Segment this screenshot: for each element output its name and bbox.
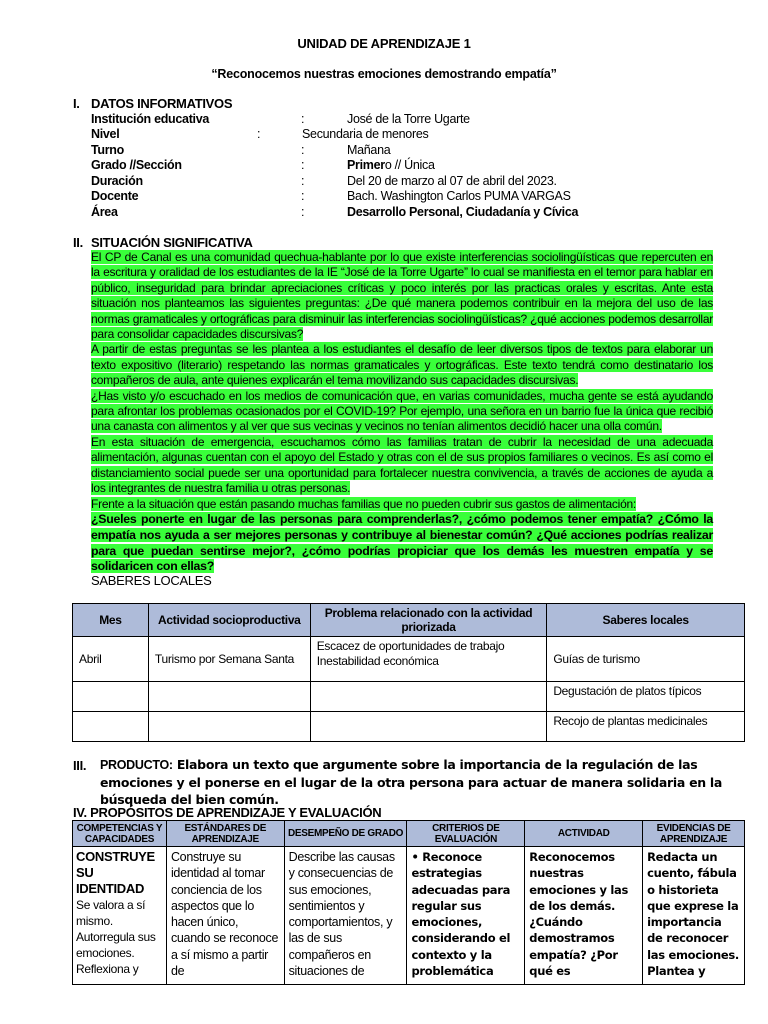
cell-problema <box>310 637 547 682</box>
table-row <box>73 847 745 985</box>
saberes-header-mes: Mes <box>73 604 149 637</box>
datos-colon: : <box>301 158 305 172</box>
situacion-paragraph-4: En esta situación de emergencia, escuchamos cómo las familias tratan de cubrir la necesidad de una adecuada alimentación, algunas cuentan con el apoyo del Estado y otras con el de sus propios familiares o vecinos. Es así como el distanciamiento social puede ser una oportunidad para fortalecer nuestra convivencia, a través de acciones de ayuda a los integrantes de nuestra familia u otras personas. <box>91 434 713 496</box>
competencia-title: CONSTRUYE SU IDENTIDAD <box>76 849 155 896</box>
propositos-table <box>72 820 745 985</box>
datos-colon: : <box>257 127 261 141</box>
cell-criterios: • Reconoce estrategias adecuadas para regular sus emociones, considerando el contexto y la problemática <box>407 847 525 985</box>
header-competencias: COMPETENCIAS Y CAPACIDADES <box>73 821 167 847</box>
datos-value: Secundaria de menores <box>302 127 429 141</box>
datos-colon: : <box>301 189 305 203</box>
section-1-heading: DATOS INFORMATIVOS <box>91 96 233 111</box>
cell-saber: Degustación de platos típicos <box>547 682 745 712</box>
cell-estandar: Construye su identidad al tomar conciencia de los aspectos que lo hacen único, cuando se reconoce a sí mismo a partir de <box>166 847 284 985</box>
cell-actividad <box>148 712 310 742</box>
datos-value: Desarrollo Personal, Ciudadanía y Cívica <box>347 205 579 219</box>
propositos-header-row <box>73 821 745 847</box>
cell-evidencias: Redacta un cuento, fábula o historieta que exprese la importancia de reconocer las emociones. Plantea y <box>643 847 745 985</box>
problema-line-2: Inestabilidad económica <box>316 654 439 668</box>
situacion-paragraph-5: Frente a la situación que están pasando muchas familias que no pueden cubrir sus gastos de alimentación: <box>91 496 637 511</box>
header-criterios: CRITERIOS DE EVALUACIÓN <box>407 821 525 847</box>
problema-line-1: Escacez de oportunidades de trabajo <box>316 639 505 653</box>
cell-problema <box>310 712 547 742</box>
datos-value: José de la Torre Ugarte <box>347 112 470 126</box>
header-desempeno: DESEMPEÑO DE GRADO <box>284 821 407 847</box>
producto-body: Elabora un texto que argumente sobre la importancia de la regulación de las emociones y el ponerse en el lugar de la otra persona para actuar de manera solidaria en la búsqueda del bien común. <box>100 757 723 807</box>
cell-mes: Abril <box>73 637 149 682</box>
datos-value-bold: Primer <box>347 158 385 172</box>
saberes-header-problema: Problema relacionado con la actividad priorizada <box>310 604 547 637</box>
cell-desempeno: Describe las causas y consecuencias de sus emociones, sentimientos y comportamientos, y las de sus compañeros en situaciones de <box>284 847 407 985</box>
header-evidencias: EVIDENCIAS DE APRENDIZAJE <box>643 821 745 847</box>
datos-label: Institución educativa <box>91 112 210 126</box>
datos-value <box>347 158 435 172</box>
table-row <box>73 682 745 712</box>
datos-label: Área <box>91 205 118 219</box>
header-actividad: ACTIVIDAD <box>525 821 643 847</box>
saberes-header-row <box>73 604 745 637</box>
cell-mes <box>73 682 149 712</box>
datos-colon: : <box>301 205 305 219</box>
section-4-heading: IV. PROPÓSITOS DE APRENDIZAJE Y EVALUACIÓN <box>73 805 382 820</box>
cell-actividad: Reconocemos nuestras emociones y las de los demás. ¿Cuándo demostramos empatía? ¿Por qué es <box>525 847 643 985</box>
situacion-text <box>91 250 713 575</box>
situacion-paragraph-1: El CP de Canal es una comunidad quechua-hablante por lo que existe interferencias sociolingüísticas que repercuten en la escritura y oralidad de los estudiantes de la IE “José de la Torre Ugarte” lo cual se manifiesta en el temor para hablar en público, inseguridad para brindar apreciaciones críticas y poco interés por las practicas orales y escritas. Ante esta situación nos planteamos las siguientes preguntas: ¿De qué manera podemos contribuir en la mejora del uso de las normas gramaticales y ortográficas para disminuir las interferencias sociolingüísticas? ¿qué acciones podemos desarrollar para consolidar capacidades discursivas? <box>91 250 713 342</box>
datos-value: Del 20 de marzo al 07 de abril del 2023. <box>347 174 557 188</box>
competencia-text: Se valora a sí mismo. Autorregula sus emociones. Reflexiona y <box>76 898 156 976</box>
datos-colon: : <box>301 174 305 188</box>
saberes-header-saberes: Saberes locales <box>547 604 745 637</box>
datos-label: Nivel <box>91 127 120 141</box>
cell-actividad: Turismo por Semana Santa <box>148 637 310 682</box>
datos-label: Grado //Sección <box>91 158 182 172</box>
document-title: UNIDAD DE APRENDIZAJE 1 <box>297 36 471 51</box>
producto-text <box>100 756 736 808</box>
cell-competencia <box>73 847 167 985</box>
saberes-header-actividad: Actividad socioproductiva <box>148 604 310 637</box>
situacion-questions: ¿Sueles ponerte en lugar de las personas para comprenderlas?, ¿cómo podemos tener empatía? ¿Cómo la empatía nos ayuda a ser mejores personas y contribuye al bienestar común? ¿Qué acciones podrías realizar para que puedan sentirse mejor?, ¿cómo podrías propiciar que los demás les muestren empatía y se solidaricen con ellas? <box>91 511 713 574</box>
datos-colon: : <box>301 112 305 126</box>
header-estandares: ESTÁNDARES DE APRENDIZAJE <box>166 821 284 847</box>
datos-value: Mañana <box>347 143 391 157</box>
datos-label: Turno <box>91 143 124 157</box>
section-1-number: I. <box>73 96 80 111</box>
section-2-number: II. <box>73 235 83 250</box>
cell-saber: Recojo de plantas medicinales <box>547 712 745 742</box>
datos-label: Docente <box>91 189 139 203</box>
document-subtitle: “Reconocemos nuestras emociones demostrando empatía” <box>211 67 557 81</box>
section-2-heading: SITUACIÓN SIGNIFICATIVA <box>91 235 253 250</box>
table-row <box>73 712 745 742</box>
saberes-heading: SABERES LOCALES <box>91 573 212 588</box>
datos-label: Duración <box>91 174 143 188</box>
cell-problema <box>310 682 547 712</box>
datos-value: Bach. Washington Carlos PUMA VARGAS <box>347 189 571 203</box>
saberes-table <box>72 603 745 742</box>
section-3-number: III. <box>73 758 87 773</box>
datos-value-rest: o // Única <box>384 158 435 172</box>
datos-colon: : <box>301 143 305 157</box>
cell-saber: Guías de turismo <box>547 637 745 682</box>
cell-mes <box>73 712 149 742</box>
table-row <box>73 637 745 682</box>
producto-label: PRODUCTO: <box>100 758 173 772</box>
situacion-paragraph-3: ¿Has visto y/o escuchado en los medios de comunicación que, en varias comunidades, mucha gente se está ayudando para afrontar los problemas ocasionados por el COVID-19? Por ejemplo, una señora en un barrio fue la única que recibió una canasta con alimentos y al ver que sus vecinas y vecinos no tenían alimentos decidió hacer una olla común. <box>91 388 713 434</box>
situacion-paragraph-2: A partir de estas preguntas se les plantea a los estudiantes el desafío de leer diversos tipos de textos para elaborar un texto expositivo (literario) respetando las normas gramaticales y ortográficas. Este texto tendrá como destinatario los compañeros de aula, ante quienes explicarán el tema movilizando sus capacidades discursivas. <box>91 342 713 388</box>
cell-actividad <box>148 682 310 712</box>
